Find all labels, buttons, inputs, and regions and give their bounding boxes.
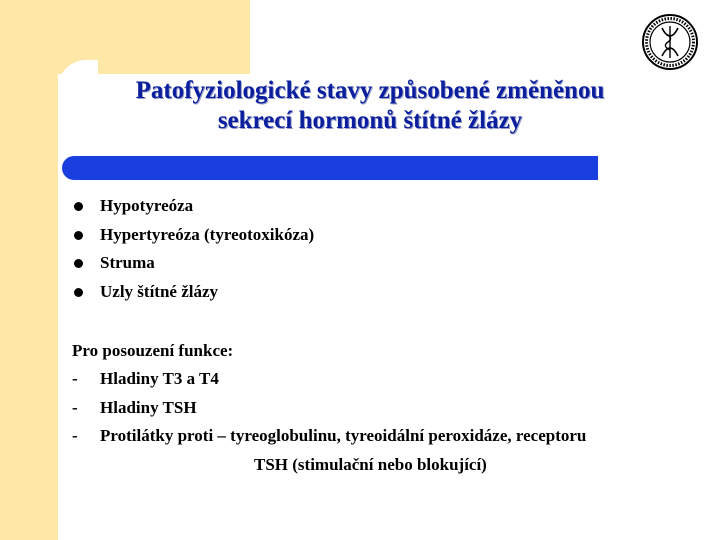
list-item: - Hladiny T3 a T4 — [72, 365, 682, 394]
university-seal-icon — [640, 12, 700, 72]
side-panel — [0, 0, 58, 540]
list-item: - Hladiny TSH — [72, 394, 682, 423]
list-item-continuation: TSH (stimulační nebo blokující) — [254, 454, 487, 474]
list-item: Hypertyreóza (tyreotoxikóza) — [74, 221, 314, 250]
top-panel — [0, 0, 250, 74]
dash-marker: - — [72, 426, 78, 445]
list-item: Hypotyreóza — [74, 192, 314, 221]
assessment-section — [72, 336, 682, 479]
assessment-heading: Pro posouzení funkce: — [72, 341, 234, 360]
list-item: Struma — [74, 249, 314, 278]
slide-title — [60, 76, 680, 136]
title-line-1: Patofyziologické stavy způsobené změněnou — [135, 77, 605, 104]
title-line-2: sekrecí hormonů štítné žlázy — [217, 107, 523, 134]
bullet-dot-icon — [74, 288, 83, 297]
dash-marker: - — [72, 369, 78, 388]
list-item: Uzly štítné žlázy — [74, 278, 314, 307]
assessment-list — [72, 365, 682, 479]
title-accent-bar — [62, 156, 598, 180]
condition-list — [74, 192, 314, 306]
bullet-dot-icon — [74, 259, 83, 268]
bullet-dot-icon — [74, 202, 83, 211]
dash-marker: - — [72, 397, 78, 417]
bullet-dot-icon — [74, 231, 83, 240]
list-item: - Protilátky proti – tyreoglobulinu, tyreoidální peroxidáze, receptoru TSH (stimulační nebo blokující) — [72, 422, 682, 479]
